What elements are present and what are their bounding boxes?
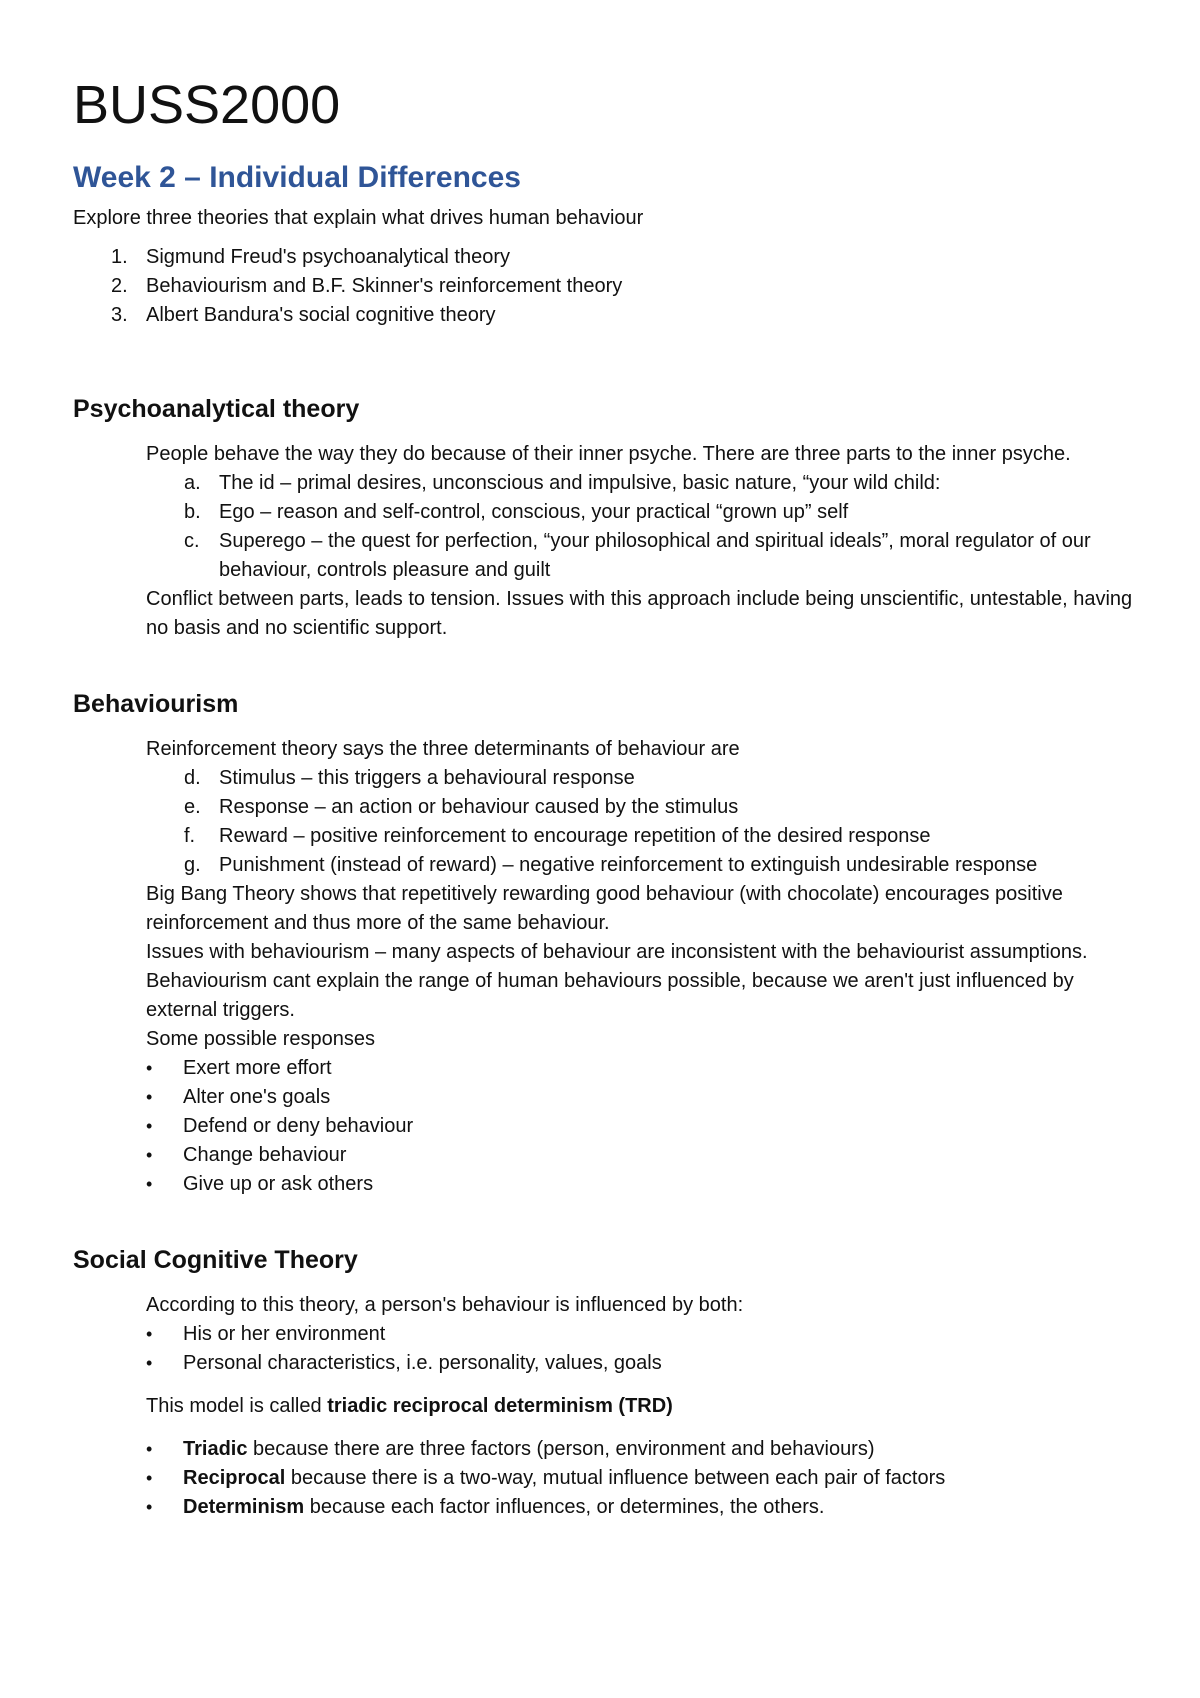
list-item: • His or her environment	[73, 1320, 1140, 1349]
list-item: f. Reward – positive reinforcement to encourage repetition of the desired response	[184, 825, 931, 847]
list-item: 2. Behaviourism and B.F. Skinner's reinforcement theory	[111, 275, 623, 297]
list-item: 1. Sigmund Freud's psychoanalytical theory	[111, 246, 511, 268]
theories-list	[73, 243, 1140, 330]
bullet-icon: •	[146, 1174, 153, 1194]
model-name: triadic reciprocal determinism (TRD)	[327, 1395, 673, 1417]
list-item: • Change behaviour	[73, 1141, 1140, 1170]
list-item: • Alter one's goals	[73, 1083, 1140, 1112]
list-item: b. Ego – reason and self-control, conscious, your practical “grown up” self	[184, 501, 849, 523]
trd-block	[146, 1392, 1140, 1421]
behaviourism-body	[146, 735, 1140, 1054]
social-cognitive-body	[146, 1291, 1140, 1320]
bullet-icon: •	[146, 1058, 153, 1078]
paragraph: People behave the way they do because of their inner psyche. There are three parts to the inner psyche.	[146, 443, 1071, 465]
paragraph: Reinforcement theory says the three determinants of behaviour are	[146, 738, 740, 760]
list-item: • Reciprocal because there is a two-way, mutual influence between each pair of factors	[73, 1464, 1140, 1493]
list-item: e. Response – an action or behaviour caused by the stimulus	[184, 796, 739, 818]
bullet-icon: •	[146, 1439, 153, 1459]
paragraph: Some possible responses	[146, 1028, 376, 1050]
psychoanalytical-body	[146, 440, 1140, 643]
week-title: Week 2 – Individual Differences	[73, 161, 521, 194]
list-item: • Determinism because each factor influences, or determines, the others.	[73, 1493, 1140, 1522]
influences-list	[73, 1320, 1140, 1378]
responses-list	[73, 1054, 1140, 1199]
list-item: • Exert more effort	[73, 1054, 1140, 1083]
section-heading-behaviourism: Behaviourism	[73, 690, 239, 718]
section-heading-psychoanalytical: Psychoanalytical theory	[73, 395, 360, 423]
psyche-parts-list	[146, 469, 1140, 585]
paragraph: Conflict between parts, leads to tension. Issues with this approach include being unscientific, untestable, having no basis and no scientific support.	[146, 588, 1133, 639]
paragraph: This model is called triadic reciprocal determinism (TRD)	[146, 1395, 673, 1417]
bullet-icon: •	[146, 1353, 153, 1373]
paragraph: According to this theory, a person's behaviour is influenced by both:	[146, 1294, 744, 1316]
list-item: • Triadic because there are three factors (person, environment and behaviours)	[73, 1435, 1140, 1464]
list-item: g. Punishment (instead of reward) – negative reinforcement to extinguish undesirable response	[184, 854, 1038, 876]
list-item: • Defend or deny behaviour	[73, 1112, 1140, 1141]
list-item: • Personal characteristics, i.e. personality, values, goals	[73, 1349, 1140, 1378]
paragraph: Issues with behaviourism – many aspects of behaviour are inconsistent with the behaviourist assumptions.	[146, 941, 1088, 963]
list-item: c. Superego – the quest for perfection, “your philosophical and spiritual ideals”, moral regulator of our behaviour, controls pleasure and guilt	[184, 530, 1091, 581]
trd-list	[73, 1435, 1140, 1522]
bullet-icon: •	[146, 1116, 153, 1136]
determinants-list	[146, 764, 1140, 880]
bullet-icon: •	[146, 1468, 153, 1488]
list-item: d. Stimulus – this triggers a behavioural response	[184, 767, 635, 789]
list-item: a. The id – primal desires, unconscious and impulsive, basic nature, “your wild child:	[184, 472, 941, 494]
bullet-icon: •	[146, 1497, 153, 1517]
intro-text: Explore three theories that explain what drives human behaviour	[73, 207, 644, 229]
list-item: 3. Albert Bandura's social cognitive theory	[111, 304, 496, 326]
bullet-icon: •	[146, 1145, 153, 1165]
bullet-icon: •	[146, 1324, 153, 1344]
bullet-icon: •	[146, 1087, 153, 1107]
paragraph: Behaviourism cant explain the range of human behaviours possible, because we aren't just influenced by external triggers.	[146, 970, 1074, 1021]
list-item: • Give up or ask others	[73, 1170, 1140, 1199]
paragraph: Big Bang Theory shows that repetitively rewarding good behaviour (with chocolate) encourages positive reinforcement and thus more of the same behaviour.	[146, 883, 1063, 934]
section-heading-social-cognitive: Social Cognitive Theory	[73, 1246, 358, 1274]
course-title: BUSS2000	[73, 75, 341, 135]
